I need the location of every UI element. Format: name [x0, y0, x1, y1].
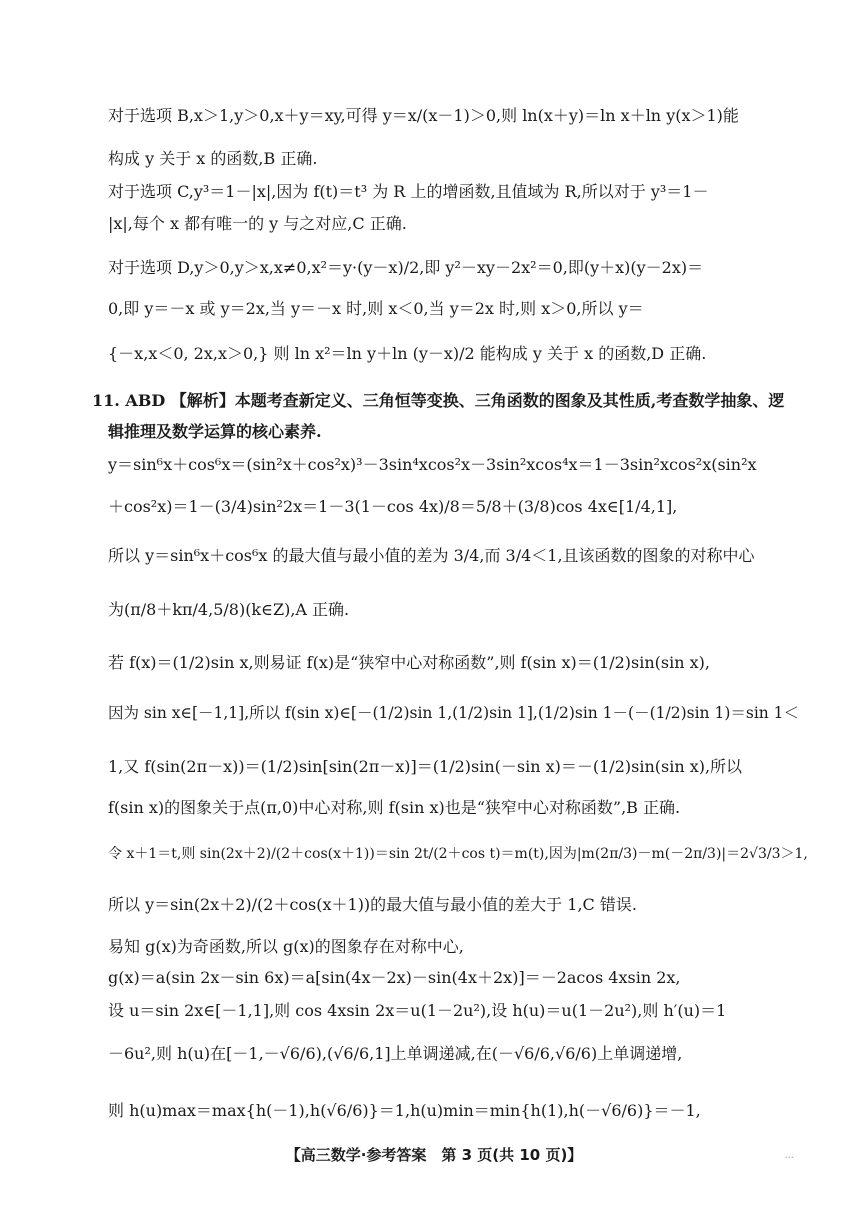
text-line-21: g(x)＝a(sin 2x－sin 6x)＝a[sin(4x－2x)－sin(4x＋2x)]＝－2acos 4xsin 2x,	[108, 968, 681, 987]
text-line-6: 0,即 y＝－x 或 y＝2x,当 y＝－x 时,则 x＜0,当 y＝2x 时,则 x＞0,所以 y＝	[108, 299, 644, 318]
text-line-12: 所以 y＝sin⁶x＋cos⁶x 的最大值与最小值的差为 3/4,而 3/4＜1,且该函数的图象的对称中心	[108, 546, 755, 565]
text-line-13: 为(π/8＋kπ/4,5/8)(k∈Z),A 正确.	[108, 600, 350, 619]
page-footer: 【高三数学·参考答案 第 3 页(共 10 页)】	[285, 1146, 583, 1164]
text-line-1: 对于选项 B,x＞1,y＞0,x＋y＝xy,可得 y＝x/(x－1)＞0,则 ln(x＋y)＝ln x＋ln y(x＞1)能	[108, 106, 739, 125]
text-line-4: |x|,每个 x 都有唯一的 y 与之对应,C 正确.	[108, 214, 407, 233]
text-line-15: 因为 sin x∈[－1,1],所以 f(sin x)∈[－(1/2)sin 1,(1/2)sin 1],(1/2)sin 1－(－(1/2)sin 1)＝sin 1＜	[108, 704, 800, 722]
text-line-10: y＝sin⁶x＋cos⁶x＝(sin²x＋cos²x)³－3sin⁴xcos²x－3sin²xcos⁴x＝1－3sin²xcos²x(sin²x	[108, 455, 757, 474]
text-line-5: 对于选项 D,y＞0,y＞x,x≠0,x²＝y·(y－x)/2,即 y²－xy－2x²＝0,即(y＋x)(y－2x)＝	[108, 258, 704, 277]
text-line-20: 易知 g(x)为奇函数,所以 g(x)的图象存在对称中心,	[108, 937, 464, 956]
text-line-18: 令 x＋1＝t,则 sin(2x＋2)/(2＋cos(x＋1))＝sin 2t/(2＋cos t)＝m(t),因为|m(2π/3)－m(－2π/3)|＝2√3/3＞1,	[108, 846, 808, 862]
text-line-2: 构成 y 关于 x 的函数,B 正确.	[108, 149, 318, 168]
text-line-19: 所以 y＝sin(2x＋2)/(2＋cos(x＋1))的最大值与最小值的差大于 1,C 错误.	[108, 895, 637, 914]
text-line-17: f(sin x)的图象关于点(π,0)中心对称,则 f(sin x)也是“狭窄中心对称函数”,B 正确.	[108, 798, 681, 817]
text-line-22: 设 u＝sin 2x∈[－1,1],则 cos 4xsin 2x＝u(1－2u²),设 h(u)＝u(1－2u²),则 h′(u)＝1	[108, 1001, 727, 1020]
text-line-3: 对于选项 C,y³＝1－|x|,因为 f(t)＝t³ 为 R 上的增函数,且值域为 R,所以对于 y³＝1－	[108, 182, 709, 201]
text-line-11: ＋cos²x)＝1－(3/4)sin²2x＝1－3(1－cos 4x)/8＝5/8＋(3/8)cos 4x∈[1/4,1],	[108, 497, 678, 516]
answer-11-header-cont: 辑推理及数学运算的核心素养.	[108, 422, 322, 441]
text-line-16: 1,又 f(sin(2π－x))＝(1/2)sin[sin(2π－x)]＝(1/2)sin(－sin x)＝－(1/2)sin(sin x),所以	[108, 757, 743, 776]
text-line-14: 若 f(x)＝(1/2)sin x,则易证 f(x)是“狭窄中心对称函数”,则 f(sin x)＝(1/2)sin(sin x),	[108, 653, 710, 672]
answer-11-header: 11. ABD 【解析】本题考查新定义、三角恒等变换、三角函数的图象及其性质,考查数学抽象、逻	[92, 391, 785, 410]
corner-mark: ...	[784, 1150, 794, 1161]
text-line-23: －6u²,则 h(u)在[－1,－√6/6),(√6/6,1]上单调递减,在(－√6/6,√6/6)上单调递增,	[108, 1044, 683, 1063]
text-line-24: 则 h(u)max＝max{h(－1),h(√6/6)}＝1,h(u)min＝min{h(1),h(－√6/6)}＝－1,	[108, 1101, 701, 1120]
text-line-7: {－x,x＜0, 2x,x＞0,} 则 ln x²＝ln y＋ln (y－x)/2 能构成 y 关于 x 的函数,D 正确.	[108, 344, 707, 363]
